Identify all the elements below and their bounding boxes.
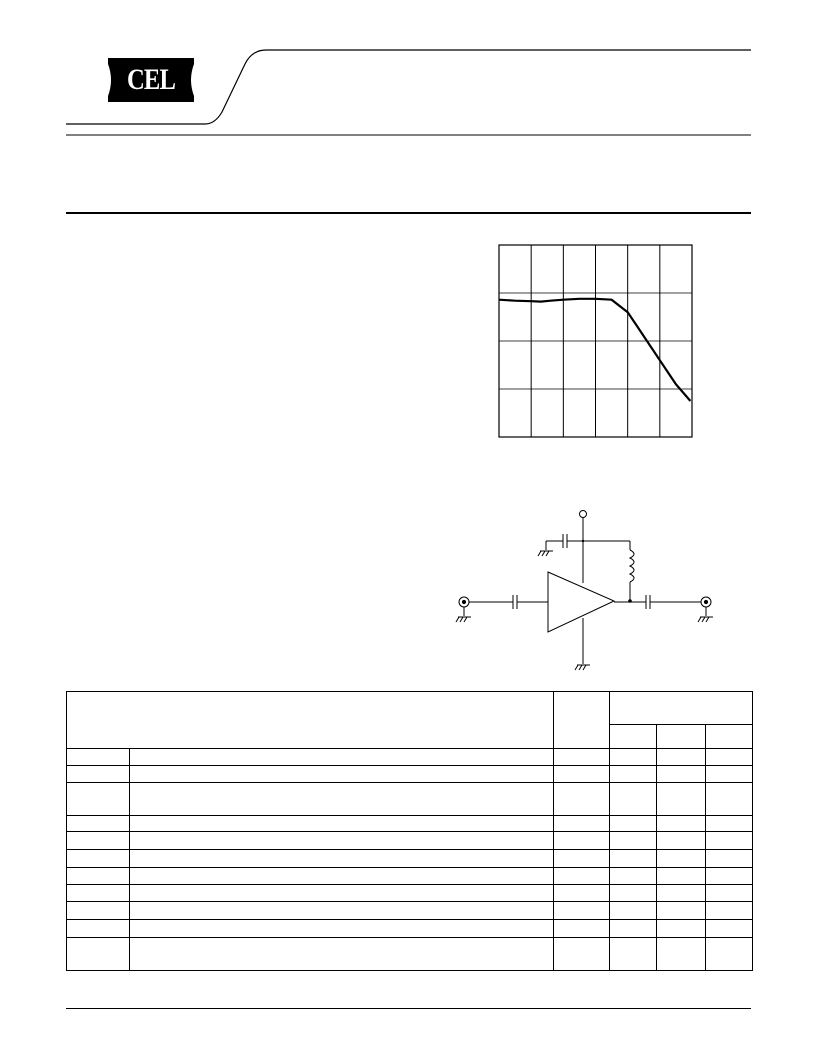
- section-divider: [66, 212, 751, 214]
- amplifier-symbol: [548, 572, 614, 632]
- table-row: [67, 850, 753, 868]
- table-row: [67, 938, 753, 971]
- header-cell-max: [706, 725, 753, 749]
- table-row: [67, 885, 753, 902]
- header-cell-min: [610, 725, 657, 749]
- electrical-characteristics-table: [66, 691, 753, 971]
- input-capacitor: [513, 595, 517, 609]
- ground-symbol-amp: [575, 665, 590, 670]
- series-line-0: [499, 299, 690, 401]
- table-header-row: [67, 692, 753, 725]
- ground-symbol-output: [698, 617, 713, 622]
- table-row: [67, 902, 753, 920]
- ground-symbol-input: [456, 617, 471, 622]
- chart-grid: [499, 245, 692, 437]
- table-row: [67, 920, 753, 938]
- table-row: [67, 749, 753, 766]
- table-row: [67, 816, 753, 832]
- header-cell-part-number: [610, 692, 753, 725]
- vcc-terminal: [580, 511, 587, 518]
- ground-symbol-1: [538, 551, 553, 556]
- table-row: [67, 868, 753, 885]
- table-row: [67, 766, 753, 783]
- header-cell-units: [554, 692, 610, 749]
- logo-text: CEL: [126, 63, 176, 96]
- table-row: [67, 832, 753, 850]
- header-cell-typ: [657, 725, 706, 749]
- table-row: [67, 783, 753, 816]
- output-capacitor: [646, 595, 650, 609]
- application-circuit: [450, 500, 730, 675]
- header-cell-parameters: [67, 692, 554, 749]
- bypass-capacitor: [563, 534, 567, 548]
- performance-chart: [490, 236, 700, 441]
- choke-inductor: [630, 550, 634, 582]
- footer-rule: [66, 1008, 751, 1009]
